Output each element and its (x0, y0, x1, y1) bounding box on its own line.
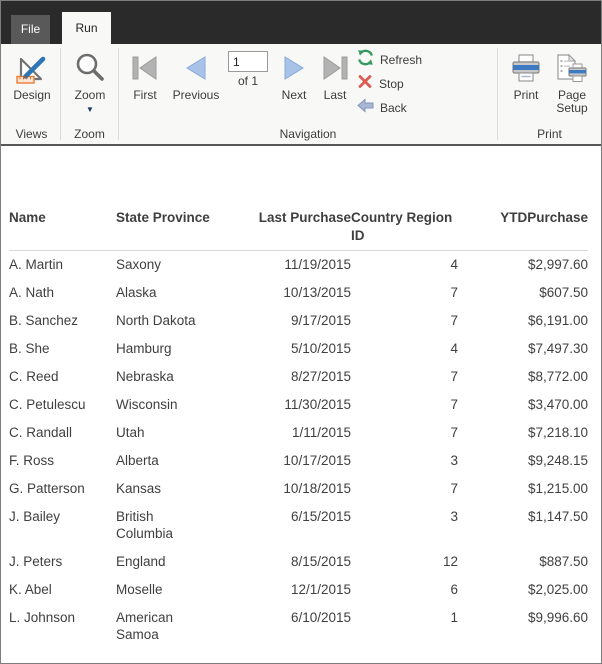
table-row (9, 279, 588, 307)
cell: J. Peters (9, 554, 63, 569)
cell: 5/10/2015 (290, 341, 351, 356)
table-row (9, 447, 588, 475)
ribbon-group-print (498, 44, 601, 144)
page-count-label: of 1 (237, 74, 258, 88)
cell: 8/27/2015 (290, 369, 351, 384)
back-label: Back (380, 100, 407, 115)
next-page-icon (279, 50, 309, 86)
cell: 4 (450, 341, 458, 356)
next-page-label: Next (281, 88, 307, 102)
ribbon (1, 44, 601, 146)
page-setup-icon (555, 50, 589, 86)
cell: $7,497.30 (527, 341, 588, 356)
cell: 1/11/2015 (291, 425, 351, 440)
cell: K. Abel (9, 582, 52, 597)
cell: 7 (450, 285, 458, 300)
column-header: Last Purchase (231, 209, 351, 251)
navigation-group-label: Navigation (279, 127, 337, 141)
print-button[interactable] (504, 44, 548, 102)
cell: $3,470.00 (527, 397, 588, 412)
ribbon-group-navigation (119, 44, 497, 144)
cell: 7 (450, 397, 458, 412)
previous-page-icon (181, 50, 211, 86)
last-page-label: Last (323, 88, 347, 102)
cell: 7 (450, 313, 458, 328)
column-header: State Province (116, 209, 231, 251)
page-number-area (227, 51, 269, 88)
table-row (9, 335, 588, 363)
cell: $2,997.60 (527, 257, 588, 272)
cell: 3 (450, 453, 458, 468)
cell: Hamburg (116, 341, 172, 356)
refresh-button[interactable] (357, 51, 422, 68)
report-canvas (1, 146, 601, 663)
table-row (9, 251, 588, 280)
cell: 6 (450, 582, 458, 597)
cell: $887.50 (539, 554, 588, 569)
print-button-label: Print (513, 88, 539, 102)
previous-page-button[interactable] (167, 44, 225, 102)
report-table (9, 209, 588, 649)
refresh-icon (357, 49, 374, 71)
cell: 12/1/2015 (290, 582, 351, 597)
zoom-group-label: Zoom (74, 127, 105, 141)
column-header: Country Region ID (351, 209, 458, 251)
cell: 8/15/2015 (290, 554, 351, 569)
table-row (9, 503, 588, 548)
stop-icon (357, 74, 373, 94)
stop-label: Stop (379, 76, 404, 91)
refresh-label: Refresh (380, 52, 423, 67)
cell: $6,191.00 (527, 313, 588, 328)
column-header: YTDPurchase (458, 209, 588, 251)
cell: British Columbia (116, 509, 174, 541)
page-number-input[interactable] (228, 51, 268, 72)
table-row (9, 548, 588, 576)
cell: L. Johnson (9, 610, 76, 625)
cell: American Samoa (116, 610, 174, 642)
cell: Utah (116, 425, 145, 440)
last-page-button[interactable] (315, 44, 355, 102)
column-header: Name (9, 209, 116, 251)
cell: 6/10/2015 (290, 610, 351, 625)
page-setup-button-label: Page Setup (556, 88, 588, 115)
cell: 11/19/2015 (284, 257, 351, 272)
cell: J. Bailey (9, 509, 61, 524)
table-row (9, 419, 588, 447)
page-setup-button[interactable] (550, 44, 594, 115)
ribbon-group-views (3, 44, 60, 144)
printer-icon (510, 50, 542, 86)
first-page-label: First (133, 88, 157, 102)
cell: Moselle (116, 582, 163, 597)
cell: 10/18/2015 (283, 481, 351, 496)
design-button[interactable] (7, 44, 57, 102)
cell: A. Nath (9, 285, 55, 300)
cell: $1,147.50 (527, 509, 588, 524)
zoom-button[interactable] (65, 44, 115, 114)
design-button-label: Design (13, 88, 51, 102)
cell: 11/30/2015 (284, 397, 351, 412)
first-page-button[interactable] (125, 44, 165, 102)
cell: 4 (450, 257, 458, 272)
cell: Alberta (116, 453, 159, 468)
cell: 7 (450, 425, 458, 440)
cell: 7 (450, 369, 458, 384)
print-group-label: Print (537, 127, 562, 141)
cell: C. Petulescu (9, 397, 86, 412)
cell: Alaska (116, 285, 157, 300)
table-row (9, 475, 588, 503)
cell: C. Reed (9, 369, 59, 384)
table-row (9, 363, 588, 391)
cell: $7,218.10 (527, 425, 588, 440)
design-icon (15, 50, 49, 86)
refresh-stop-back-stack (357, 51, 422, 123)
cell: 12 (442, 554, 458, 569)
cell: 3 (450, 509, 458, 524)
cell: C. Randall (9, 425, 73, 440)
chevron-down-icon[interactable]: ▼ (86, 105, 94, 114)
table-row (9, 307, 588, 335)
cell: North Dakota (116, 313, 196, 328)
cell: G. Patterson (9, 481, 85, 496)
tab-run[interactable]: Run (62, 12, 111, 44)
cell: $8,772.00 (527, 369, 588, 384)
ribbon-group-zoom (61, 44, 118, 144)
cell: F. Ross (9, 453, 55, 468)
magnifier-icon (73, 50, 107, 86)
cell: 6/15/2015 (290, 509, 351, 524)
cell: 10/17/2015 (283, 453, 351, 468)
table-header-row (9, 209, 588, 251)
tab-bar (1, 1, 601, 44)
cell: Saxony (116, 257, 162, 272)
back-button[interactable] (357, 99, 422, 116)
back-icon (357, 98, 374, 118)
next-page-button[interactable] (271, 44, 317, 102)
table-row (9, 604, 588, 649)
cell: Wisconsin (116, 397, 178, 412)
first-page-icon (130, 50, 160, 86)
cell: $607.50 (539, 285, 588, 300)
cell: $9,996.60 (527, 610, 588, 625)
cell: England (116, 554, 166, 569)
cell: 7 (450, 481, 458, 496)
table-row (9, 391, 588, 419)
cell: A. Martin (9, 257, 64, 272)
cell: $9,248.15 (527, 453, 588, 468)
views-group-label: Views (15, 127, 48, 141)
cell: 10/13/2015 (283, 285, 351, 300)
cell: $1,215.00 (527, 481, 588, 496)
cell: Kansas (116, 481, 162, 496)
cell: 9/17/2015 (290, 313, 351, 328)
tab-file[interactable]: File (11, 15, 50, 44)
cell: B. She (9, 341, 50, 356)
last-page-icon (320, 50, 350, 86)
stop-button[interactable] (357, 75, 422, 92)
cell: B. Sanchez (9, 313, 79, 328)
cell: 1 (450, 610, 458, 625)
zoom-button-label: Zoom (74, 88, 106, 102)
cell: $2,025.00 (527, 582, 588, 597)
table-row (9, 576, 588, 604)
previous-page-label: Previous (172, 88, 220, 102)
cell: Nebraska (116, 369, 174, 384)
